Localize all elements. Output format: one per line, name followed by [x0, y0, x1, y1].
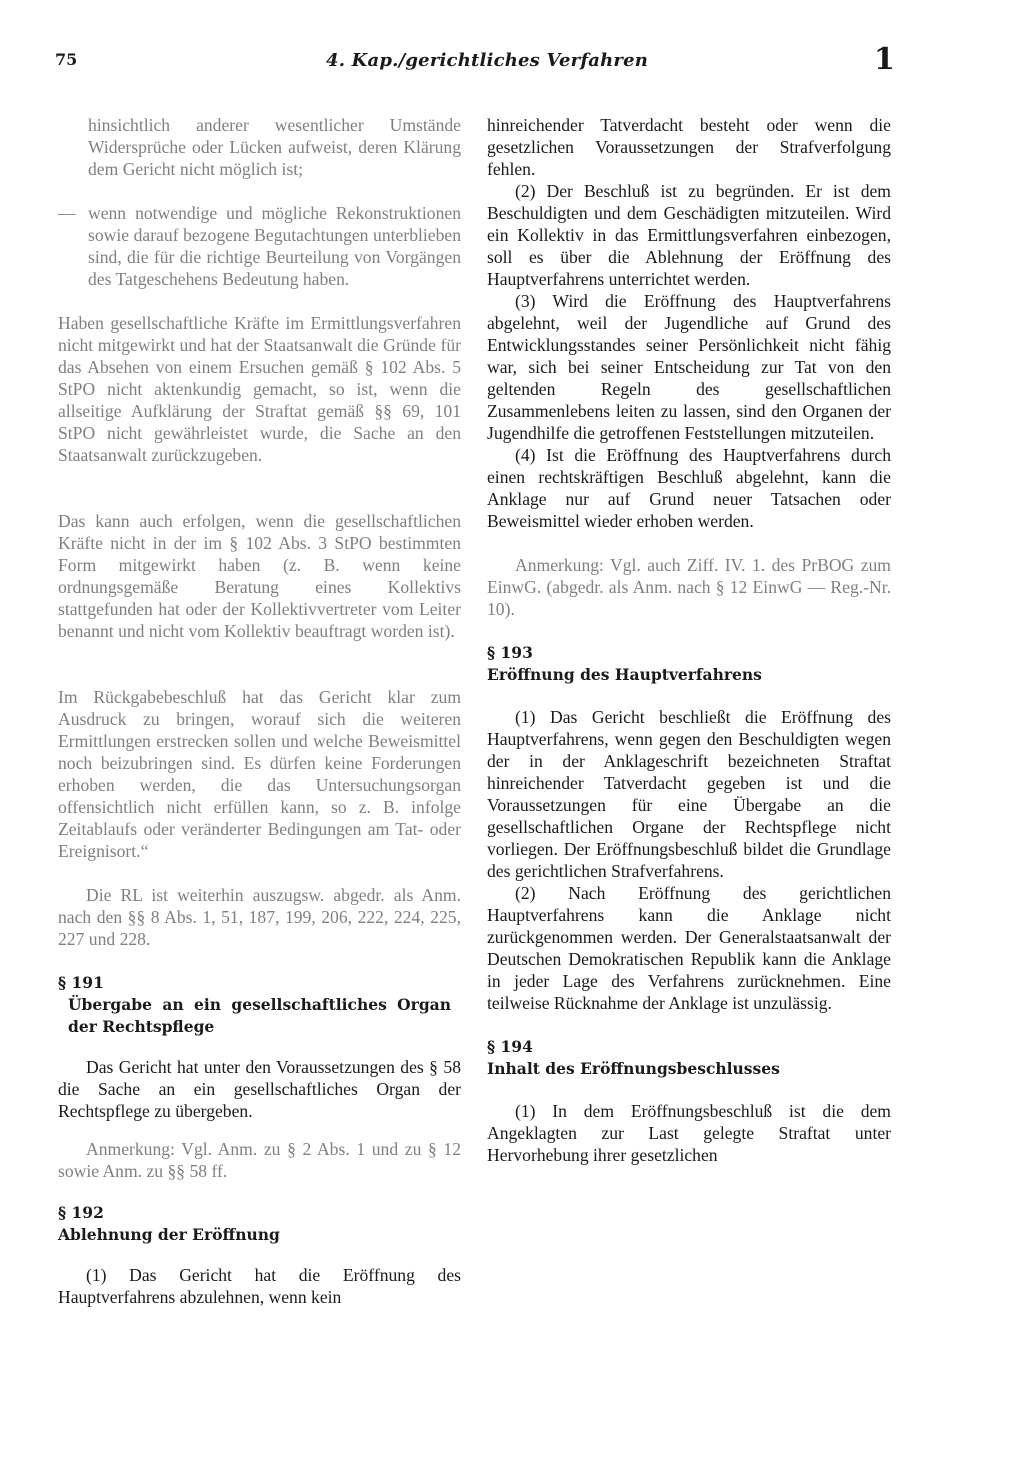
paragraph: Haben gesellschaftliche Kräfte im Ermittlungsverfahren nicht mitgewirkt und hat der Staatsanwalt die Gründe für das Absehen von einem Ersuchen gemäß § 102 Abs. 5 StPO nicht aktenkundig gemacht, so ist, wenn die allseitige Aufklärung der Straftat gemäß §§ 69, 101 StPO nicht gewährleistet wurde, die Sache an den Staatsanwalt zurückzugeben.	[58, 313, 461, 465]
section-title: Übergabe an ein gesellschaftliches Organ der Rechtspflege	[68, 995, 451, 1036]
paragraph: (2) Nach Eröffnung des gerichtlichen Hauptverfahrens kann die Anklage nicht zurückgenommen werden. Der Generalstaatsanwalt der Deutschen Demokratischen Republik kann die Anklage in jeder Lage des Verfahrens zurücknehmen. Eine teilweise Rücknahme der Anklage ist unzulässig.	[487, 883, 891, 1013]
section-number: § 193	[487, 643, 533, 662]
section-title: Inhalt des Eröffnungsbeschlusses	[487, 1059, 780, 1078]
paragraph: hinreichender Tatverdacht besteht oder wenn die gesetzlichen Voraussetzungen der Strafverfolgung fehlen.	[487, 115, 891, 179]
section-title: Eröffnung des Hauptverfahrens	[487, 665, 762, 684]
paragraph: Die RL ist weiterhin auszugsw. abgedr. als Anm. nach den §§ 8 Abs. 1, 51, 187, 199, 206, 222, 224, 225, 227 und 228.	[58, 885, 461, 949]
bullet-text: hinsichtlich anderer wesentlicher Umstände Widersprüche oder Lücken aufweist, deren Klärung dem Gericht nicht möglich ist;	[88, 115, 461, 179]
paragraph: Im Rückgabebeschluß hat das Gericht klar zum Ausdruck zu bringen, worauf sich die weiteren Ermittlungen erstrecken sollen und welche Beweismittel noch beizubringen sind. Es dürfen keine Forderungen erhoben werden, die das Untersuchungsorgan offensichtlich nicht erfüllen kann, so z. B. infolge Zeitablaufs oder veränderter Bedingungen am Tat- oder Ereignisort.“	[58, 687, 461, 861]
paragraph: Das Gericht hat unter den Voraussetzungen des § 58 die Sache an ein gesellschaftliches Organ der Rechtspflege zu übergeben.	[58, 1057, 461, 1121]
chapter-number: 1	[874, 42, 895, 77]
page-number: 75	[55, 50, 78, 69]
section-number: § 194	[487, 1037, 533, 1056]
running-title: 4. Kap./gerichtliches Verfahren	[326, 50, 649, 71]
bullet-text: wenn notwendige und mögliche Rekonstruktionen sowie darauf bezogene Begutachtungen unterblieben sind, die für die richtige Beurteilung von Vorgängen des Tatgeschehens Bedeutung haben.	[88, 203, 461, 289]
right-column	[487, 114, 891, 1166]
section-title: Ablehnung der Eröffnung	[58, 1225, 280, 1244]
list-item	[58, 114, 461, 202]
paragraph: Das kann auch erfolgen, wenn die gesellschaftlichen Kräfte nicht in der im § 102 Abs. 3 StPO bestimmten Form mitgewirkt haben (z. B. wenn keine ordnungsgemäße Beratung eines Kollektivs stattgefunden hat oder der Kollektivvertreter vom Leiter benannt und nicht vom Kollektiv beauftragt worden ist).	[58, 511, 461, 641]
list-item	[58, 202, 461, 312]
left-column	[58, 114, 461, 1308]
dash-mark: —	[58, 203, 76, 223]
section-number: § 191	[58, 973, 104, 992]
annotation: Anmerkung: Vgl. auch Ziff. IV. 1. des PrBOG zum EinwG. (abgedr. als Anm. nach § 12 EinwG — Reg.-Nr. 10).	[487, 555, 891, 619]
paragraph: (3) Wird die Eröffnung des Hauptverfahrens abgelehnt, weil der Jugendliche auf Grund des Entwicklungsstandes seiner Persönlichkeit nicht fähig war, sich bei seiner Entscheidung zur Tat von den geltenden Regeln des gesellschaftlichen Zusammenlebens leiten zu lassen, sind den Organen der Jugendhilfe die getroffenen Feststellungen mitzuteilen.	[487, 291, 891, 443]
paragraph: (2) Der Beschluß ist zu begründen. Er ist dem Beschuldigten und dem Geschädigten mitzuteilen. Wird ein Kollektiv in das Ermittlungsverfahren einbezogen, soll es über die Ablehnung der Eröffnung des Hauptverfahrens unterrichtet werden.	[487, 181, 891, 289]
paragraph: (1) Das Gericht beschließt die Eröffnung des Hauptverfahrens, wenn gegen den Beschuldigten wegen der in der Anklageschrift bezeichneten Straftat hinreichender Tatverdacht gegeben ist und die Voraussetzungen für eine Übergabe an die gesellschaftlichen Organe der Rechtspflege nicht vorliegen. Der Eröffnungsbeschluß bildet die Grundlage des gerichtlichen Strafverfahrens.	[487, 707, 891, 881]
paragraph: (1) Das Gericht hat die Eröffnung des Hauptverfahrens abzulehnen, wenn kein	[58, 1265, 461, 1307]
paragraph: (4) Ist die Eröffnung des Hauptverfahrens durch einen rechtskräftigen Beschluß abgelehnt, kann die Anklage nur auf Grund neuer Tatsachen oder Beweismittel wieder erhoben werden.	[487, 445, 891, 531]
annotation: Anmerkung: Vgl. Anm. zu § 2 Abs. 1 und zu § 12 sowie Anm. zu §§ 58 ff.	[58, 1139, 461, 1181]
paragraph: (1) In dem Eröffnungsbeschluß ist die dem Angeklagten zur Last gelegte Straftat unter Hervorhebung ihrer gesetzlichen	[487, 1101, 891, 1165]
section-number: § 192	[58, 1203, 104, 1222]
